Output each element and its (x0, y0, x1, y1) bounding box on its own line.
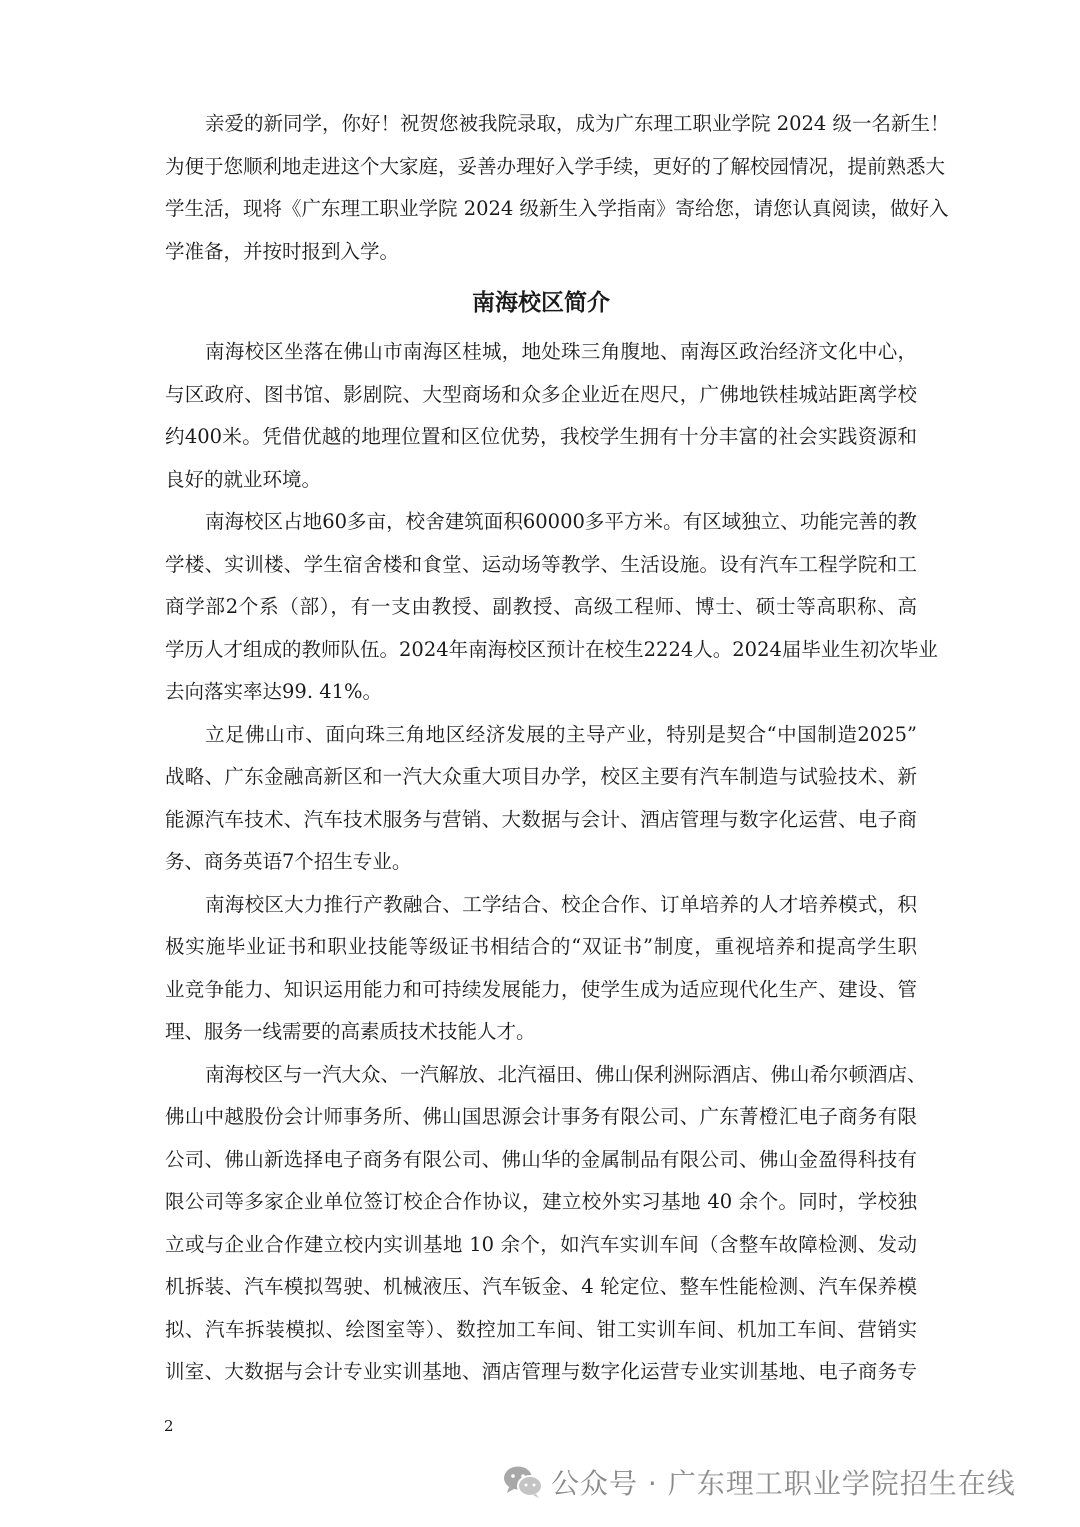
section-body (165, 331, 938, 1394)
paragraph-line: 业竞争能力、知识运用能力和可持续发展能力，使学生成为适应现代化生产、建设、管 (165, 977, 917, 1001)
intro-line: 为便于您顺利地走进这个大家庭，妥善办理好入学手续，更好的了解校园情况，提前熟悉大 (165, 154, 946, 178)
paragraph-line: 务、商务英语7个招生专业。 (165, 850, 412, 873)
intro-paragraph (165, 103, 950, 273)
watermark (503, 1462, 1016, 1502)
wechat-icon (503, 1465, 543, 1499)
paragraph-line: 南海校区与一汽大众、一汽解放、北汽福田、佛山保利洲际酒店、佛山希尔顿酒店、 (205, 1062, 927, 1086)
paragraph-line: 立足佛山市、面向珠三角地区经济发展的主导产业，特别是契合“中国制造2025” (205, 722, 917, 746)
paragraph-line: 与区政府、图书馆、影剧院、大型商场和众多企业近在咫尺，广佛地铁桂城站距离学校 (165, 382, 917, 406)
document-body (165, 103, 950, 1394)
paragraph-line: 去向落实率达99. 41%。 (165, 680, 383, 703)
paragraph-line: 战略、广东金融高新区和一汽大众重大项目办学，校区主要有汽车制造与试验技术、新 (165, 765, 917, 788)
paragraph-line: 公司、佛山新选择电子商务有限公司、佛山华的金属制品有限公司、佛山金盈得科技有 (165, 1147, 917, 1171)
intro-line: 学准备，并按时报到入学。 (165, 239, 400, 263)
paragraph-line: 南海校区大力推行产教融合、工学结合、校企合作、订单培养的人才培养模式，积 (205, 892, 917, 916)
paragraph (165, 884, 917, 1054)
paragraph (165, 714, 917, 884)
paragraph-line: 良好的就业环境。 (165, 467, 322, 491)
intro-line: 学生活，现将《广东理工职业学院 2024 级新生入学指南》寄给您，请您认真阅读，做好入 (165, 197, 949, 220)
paragraph (165, 1054, 927, 1394)
paragraph-line: 学历人才组成的教师队伍。2024年南海校区预计在校生2224人。2024届毕业生初次毕业 (165, 637, 938, 661)
paragraph-line: 理、服务一线需要的高素质技术技能人才。 (165, 1020, 536, 1043)
paragraph-line: 学楼、实训楼、学生宿舍楼和食堂、运动场等教学、生活设施。设有汽车工程学院和工 (165, 552, 917, 576)
paragraph-line: 南海校区坐落在佛山市南海区桂城，地处珠三角腹地、南海区政治经济文化中心， (205, 340, 917, 363)
paragraph-line: 拟、汽车拆装模拟、绘图室等）、数控加工车间、钳工实训车间、机加工车间、营销实 (165, 1317, 917, 1341)
paragraph (165, 501, 938, 714)
intro-line: 亲爱的新同学，你好！祝贺您被我院录取，成为广东理工职业学院 2024 级一名新生！ (205, 112, 950, 135)
paragraph-line: 南海校区占地60多亩，校舍建筑面积60000多平方米。有区域独立、功能完善的教 (205, 510, 917, 533)
paragraph-line: 极实施毕业证书和职业技能等级证书相结合的“双证书”制度，重视培养和提高学生职 (165, 935, 917, 958)
watermark-text: 公众号 · 广东理工职业学院招生在线 (551, 1467, 1016, 1500)
paragraph-line: 佛山中越股份会计师事务所、佛山国思源会计事务有限公司、广东菁橙汇电子商务有限 (165, 1105, 917, 1128)
paragraph-line: 商学部2个系（部），有一支由教授、副教授、高级工程师、博士、硕士等高职称、高 (165, 595, 917, 618)
section-title: 南海校区简介 (472, 290, 610, 316)
paragraph (165, 331, 917, 501)
paragraph-line: 约400米。凭借优越的地理位置和区位优势，我校学生拥有十分丰富的社会实践资源和 (165, 425, 917, 448)
paragraph-line: 训室、大数据与会计专业实训基地、酒店管理与数字化运营专业实训基地、电子商务专 (165, 1360, 917, 1383)
page-number: 2 (164, 1417, 174, 1435)
paragraph-line: 机拆装、汽车模拟驾驶、机械液压、汽车钣金、4 轮定位、整车性能检测、汽车保养模 (165, 1275, 917, 1298)
paragraph-line: 能源汽车技术、汽车技术服务与营销、大数据与会计、酒店管理与数字化运营、电子商 (165, 807, 917, 831)
paragraph-line: 立或与企业合作建立校内实训基地 10 余个，如汽车实训车间（含整车故障检测、发动 (165, 1232, 917, 1256)
paragraph-line: 限公司等多家企业单位签订校企合作协议，建立校外实习基地 40 余个。同时，学校独 (165, 1190, 917, 1213)
